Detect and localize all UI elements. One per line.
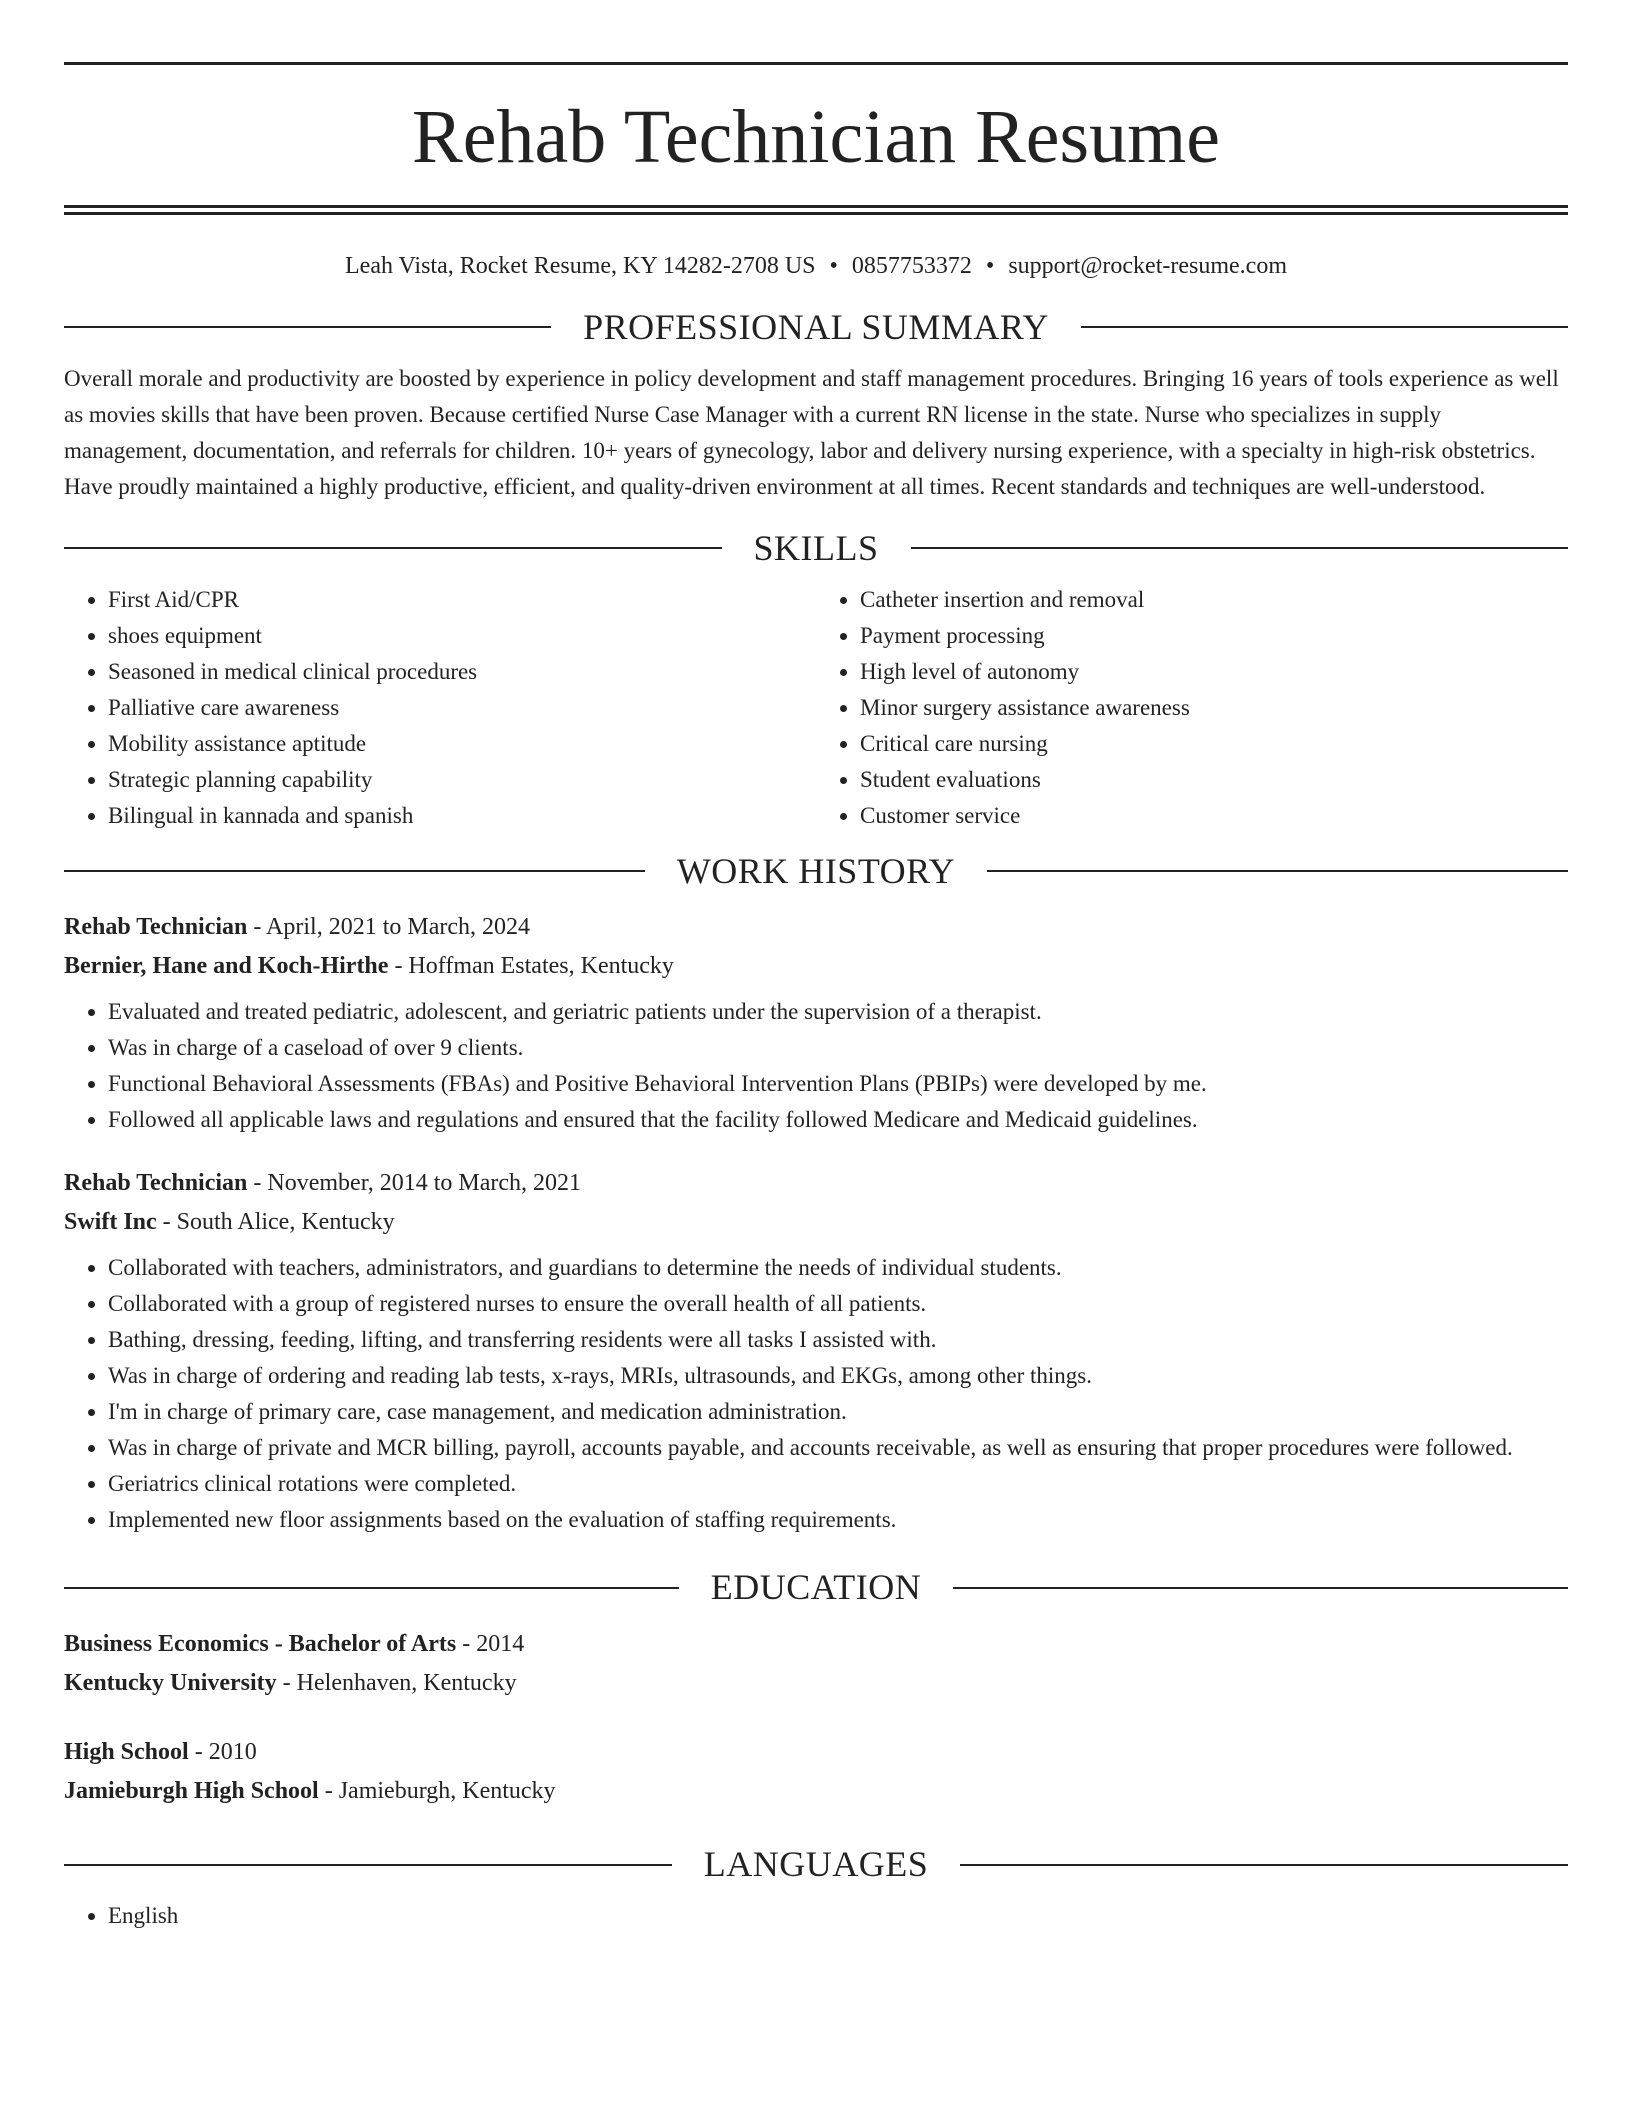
list-item: • Evaluated and treated pediatric, adolescent, and geriatric patients under the supervision of a therapist. [108, 994, 1568, 1030]
list-item: • Catheter insertion and removal [860, 582, 1568, 618]
section-title: EDUCATION [710, 1567, 922, 1608]
list-item: • English [108, 1898, 1568, 1934]
divider [953, 1587, 1568, 1589]
degree-year: - 2014 [456, 1631, 525, 1658]
divider [64, 326, 551, 328]
degree: High School [64, 1739, 189, 1766]
list-item: • Was in charge of ordering and reading lab tests, x-rays, MRIs, ultrasounds, and EKGs, among other things. [108, 1358, 1568, 1394]
school-location: - Jamieburgh, Kentucky [318, 1778, 556, 1805]
section-header-languages [64, 1841, 1568, 1888]
list-item: • First Aid/CPR [108, 582, 816, 618]
job-title-line [64, 908, 1568, 947]
skills-column-right [816, 582, 1568, 834]
education-entry [64, 1733, 1568, 1811]
job-location: - Hoffman Estates, Kentucky [388, 953, 674, 980]
divider [911, 547, 1569, 549]
list-item: • Payment processing [860, 618, 1568, 654]
languages-list [64, 1898, 1568, 1934]
resume-page [64, 0, 1568, 1934]
divider [64, 1587, 679, 1589]
contact-separator: • [985, 253, 995, 279]
section-header-education [64, 1564, 1568, 1611]
list-item: • Palliative care awareness [108, 690, 816, 726]
section-title: LANGUAGES [703, 1844, 929, 1885]
job-location: - South Alice, Kentucky [156, 1209, 395, 1236]
job-bullets [64, 994, 1568, 1138]
contact-separator: • [829, 253, 838, 279]
list-item: • Bathing, dressing, feeding, lifting, and transferring residents were all tasks I assisted with. [108, 1322, 1568, 1358]
top-rule [64, 62, 1568, 65]
skills-column-left [64, 582, 816, 834]
job-title-line [64, 1164, 1568, 1203]
list-item: • Minor surgery assistance awareness [860, 690, 1568, 726]
title-double-rule [64, 205, 1568, 215]
section-header-work [64, 848, 1568, 895]
contact-address: Leah Vista, Rocket Resume, KY 14282-2708 US [345, 253, 816, 279]
job-dates: - April, 2021 to March, 2024 [247, 914, 531, 941]
list-item: • I'm in charge of primary care, case management, and medication administration. [108, 1394, 1568, 1430]
job-entry [64, 908, 1568, 1138]
divider [64, 547, 722, 549]
divider [64, 870, 645, 872]
contact-line [64, 253, 1568, 280]
list-item: • Mobility assistance aptitude [108, 726, 816, 762]
contact-email: support@rocket-resume.com [1008, 253, 1287, 279]
section-title: WORK HISTORY [676, 850, 956, 891]
list-item: • Followed all applicable laws and regulations and ensured that the facility followed Medicare and Medicaid guidelines. [108, 1102, 1568, 1138]
job-title: Rehab Technician [64, 1170, 248, 1197]
list-item: • Geriatrics clinical rotations were completed. [108, 1466, 1568, 1502]
job-company-line [64, 947, 1568, 986]
school-location: - Helenhaven, Kentucky [276, 1670, 517, 1697]
list-item: • Collaborated with teachers, administrators, and guardians to determine the needs of individual students. [108, 1250, 1568, 1286]
section-header-summary [64, 304, 1568, 351]
list-item: • Functional Behavioral Assessments (FBAs) and Positive Behavioral Intervention Plans (PBIPs) were developed by me. [108, 1066, 1568, 1102]
school: Kentucky University [64, 1670, 277, 1697]
job-dates: - November, 2014 to March, 2021 [247, 1170, 582, 1197]
list-item: • shoes equipment [108, 618, 816, 654]
degree-year: - 2010 [188, 1739, 257, 1766]
list-item: • Was in charge of private and MCR billing, payroll, accounts payable, and accounts receivable, as well as ensuring that proper procedures were followed. [108, 1430, 1568, 1466]
divider [987, 870, 1568, 872]
degree-line [64, 1625, 1568, 1664]
list-item: • High level of autonomy [860, 654, 1568, 690]
contact-phone: 0857753372 [851, 253, 972, 279]
list-item: • Seasoned in medical clinical procedures [108, 654, 816, 690]
list-item: • Strategic planning capability [108, 762, 816, 798]
job-company: Swift Inc [64, 1209, 157, 1236]
list-item: • Customer service [860, 798, 1568, 834]
school: Jamieburgh High School [64, 1778, 319, 1805]
divider [960, 1864, 1568, 1866]
job-bullets [64, 1250, 1568, 1538]
job-entry [64, 1164, 1568, 1538]
summary-text: Overall morale and productivity are boosted by experience in policy development and staff management procedures. Bringing 16 years of tools experience as well as movies skills that have been proven. Because certified Nurse Case Manager with a current RN license in the state. Nurse who specializes in supply management, documentation, and referrals for children. 10+ years of gynecology, labor and delivery nursing experience, with a specialty in high-risk obstetrics. Have proudly maintained a highly productive, efficient, and quality-driven environment at all times. Recent standards and techniques are well-understood. [64, 365, 1559, 499]
list-item: • Was in charge of a caseload of over 9 clients. [108, 1030, 1568, 1066]
list-item: • Implemented new floor assignments based on the evaluation of staffing requirements. [108, 1502, 1568, 1538]
degree-line [64, 1733, 1568, 1772]
list-item: • Bilingual in kannada and spanish [108, 798, 816, 834]
page-title: Rehab Technician Resume [412, 95, 1220, 179]
list-item: • Critical care nursing [860, 726, 1568, 762]
job-company-line [64, 1203, 1568, 1242]
divider [1081, 326, 1568, 328]
skills-list [64, 582, 1568, 834]
divider [64, 1864, 672, 1866]
section-title: SKILLS [753, 527, 879, 568]
education-entry [64, 1625, 1568, 1703]
section-title: PROFESSIONAL SUMMARY [583, 307, 1049, 347]
list-item: • Student evaluations [860, 762, 1568, 798]
school-line [64, 1664, 1568, 1703]
job-company: Bernier, Hane and Koch-Hirthe [64, 953, 389, 980]
school-line [64, 1772, 1568, 1811]
list-item: • Collaborated with a group of registered nurses to ensure the overall health of all patients. [108, 1286, 1568, 1322]
section-header-skills [64, 525, 1568, 572]
degree: Business Economics - Bachelor of Arts [64, 1631, 457, 1658]
job-title: Rehab Technician [64, 914, 248, 941]
